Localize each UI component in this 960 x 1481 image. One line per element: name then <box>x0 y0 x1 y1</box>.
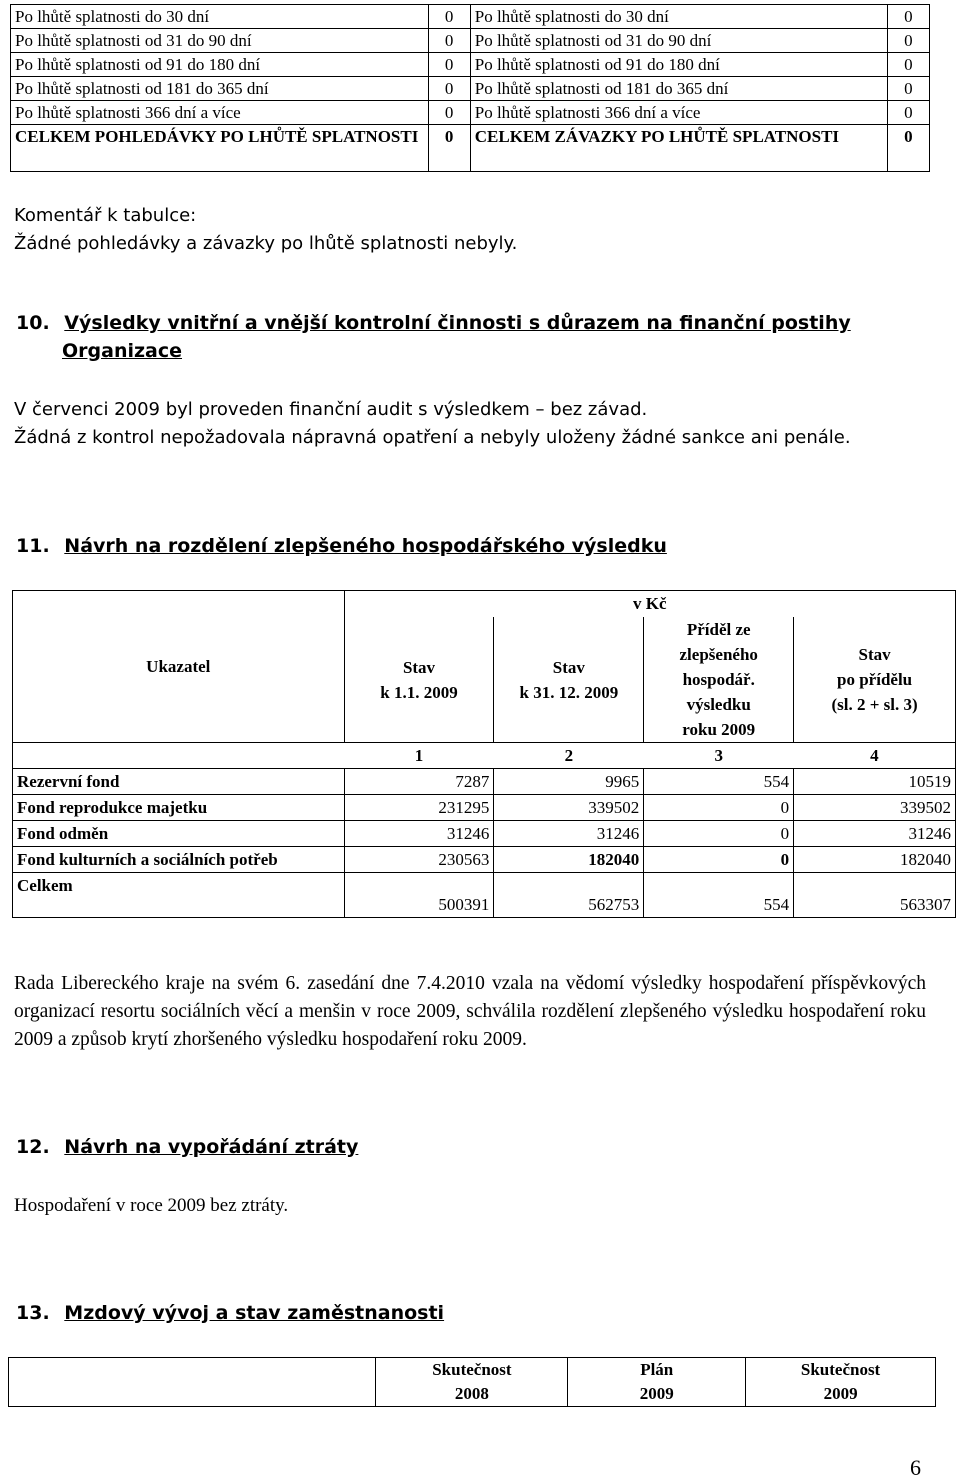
section-title: Mzdový vývoj a stav zaměstnanosti <box>64 1302 445 1324</box>
table-cell: 0 <box>887 5 929 29</box>
table-row <box>13 769 956 795</box>
table-cell: 9965 <box>494 769 644 795</box>
table-cell: 0 <box>428 53 470 77</box>
header-actual-2009 <box>746 1358 936 1407</box>
table-cell: Po lhůtě splatnosti od 91 do 180 dní <box>11 53 429 77</box>
table-cell: 0 <box>887 29 929 53</box>
page-number: 6 <box>910 1455 921 1480</box>
header-col2 <box>494 617 644 743</box>
table-row <box>13 821 956 847</box>
index-row <box>13 743 956 769</box>
header-text: zlepšeného <box>679 645 758 664</box>
header-plan-2009 <box>568 1358 746 1407</box>
table-cell: 0 <box>887 53 929 77</box>
overdue-table <box>10 4 930 172</box>
table-cell: Po lhůtě splatnosti od 181 do 365 dní <box>11 77 429 101</box>
header-col3 <box>644 617 794 743</box>
table-total-row <box>11 125 930 172</box>
table-cell: 182040 <box>494 847 644 873</box>
table-cell: Po lhůtě splatnosti od 31 do 90 dní <box>470 29 887 53</box>
table-cell: 7287 <box>344 769 494 795</box>
table-row <box>13 795 956 821</box>
row-name: Fond kulturních a sociálních potřeb <box>13 847 345 873</box>
table-cell: 0 <box>887 77 929 101</box>
table-cell: 562753 <box>494 873 644 918</box>
section-title: Organizace <box>62 340 183 362</box>
section-10-heading <box>16 312 916 334</box>
header-text: 2009 <box>639 1384 674 1403</box>
table-row <box>11 5 930 29</box>
table-cell: Po lhůtě splatnosti do 30 dní <box>470 5 887 29</box>
col-index: 4 <box>794 743 956 769</box>
table-cell: Po lhůtě splatnosti od 31 do 90 dní <box>11 29 429 53</box>
header-text: k 1.1. 2009 <box>380 682 458 702</box>
header-text: Skutečnost <box>432 1360 512 1379</box>
section-number: 12. <box>16 1136 50 1158</box>
currency-label: v Kč <box>344 591 955 618</box>
table-row <box>13 847 956 873</box>
section-title: Návrh na vypořádání ztráty <box>64 1136 359 1158</box>
header-text: Stav <box>552 657 585 677</box>
section-number: 13. <box>16 1302 50 1324</box>
paragraph: Žádná z kontrol nepožadovala nápravná opatření a nebyly uloženy žádné sankce ani penále. <box>14 427 851 448</box>
header-text: Stav <box>858 645 891 664</box>
section-13-heading <box>16 1302 444 1324</box>
header-ukazatel: Ukazatel <box>13 591 345 743</box>
table-cell: 182040 <box>794 847 956 873</box>
header-col1 <box>344 617 494 743</box>
table-cell: 339502 <box>494 795 644 821</box>
table-cell: 0 <box>428 29 470 53</box>
table-cell: 0 <box>428 101 470 125</box>
table-cell: 0 <box>428 77 470 101</box>
table-row <box>11 101 930 125</box>
section-12-heading <box>16 1136 358 1158</box>
table-cell: 500391 <box>344 873 494 918</box>
table-cell: CELKEM POHLEDÁVKY PO LHŮTĚ SPLATNOSTI <box>11 125 429 172</box>
table-cell: CELKEM ZÁVAZKY PO LHŮTĚ SPLATNOSTI <box>470 125 887 172</box>
wages-table <box>8 1357 936 1407</box>
header-text: k 31. 12. 2009 <box>519 682 619 702</box>
table-cell: Po lhůtě splatnosti od 91 do 180 dní <box>470 53 887 77</box>
header-text: 2008 <box>454 1384 489 1403</box>
header-text: (sl. 2 + sl. 3) <box>831 695 918 714</box>
header-text: hospodář. <box>682 670 755 689</box>
table-cell: 563307 <box>794 873 956 918</box>
table-cell: 31246 <box>344 821 494 847</box>
header-text: Skutečnost <box>800 1360 881 1379</box>
table-cell: 554 <box>644 769 794 795</box>
table-cell: 0 <box>887 101 929 125</box>
table-cell: Po lhůtě splatnosti do 30 dní <box>11 5 429 29</box>
table-cell: 554 <box>644 873 794 918</box>
section-10-heading-line2 <box>62 340 182 362</box>
header-actual-2008 <box>376 1358 568 1407</box>
header-text: Plán <box>640 1360 674 1379</box>
col-index: 3 <box>644 743 794 769</box>
comment-label: Komentář k tabulce: <box>14 205 197 226</box>
comment-text: Žádné pohledávky a závazky po lhůtě splatnosti nebyly. <box>14 233 518 254</box>
header-text: Stav <box>402 657 436 677</box>
table-cell: 0 <box>644 847 794 873</box>
table-cell: 31246 <box>794 821 956 847</box>
header-text: 2009 <box>823 1384 858 1403</box>
header-text: Příděl ze <box>686 620 751 639</box>
table-cell: 31246 <box>494 821 644 847</box>
section-title: Výsledky vnitřní a vnější kontrolní činnosti s důrazem na finanční postihy <box>64 312 851 334</box>
section-number: 11. <box>16 535 50 557</box>
section-11-heading <box>16 535 667 557</box>
paragraph: V červenci 2009 byl proveden finanční audit s výsledkem – bez závad. <box>14 399 648 420</box>
row-name: Fond odměn <box>13 821 345 847</box>
col-index: 2 <box>494 743 644 769</box>
header-text: výsledku <box>686 695 751 714</box>
table-cell: 10519 <box>794 769 956 795</box>
col-index: 1 <box>344 743 494 769</box>
table-cell: Po lhůtě splatnosti 366 dní a více <box>470 101 887 125</box>
result-distribution-table <box>12 590 956 918</box>
table-cell: 0 <box>644 795 794 821</box>
table-cell <box>9 1358 376 1407</box>
table-cell: Po lhůtě splatnosti 366 dní a více <box>11 101 429 125</box>
table-row <box>11 77 930 101</box>
row-name: Rezervní fond <box>13 769 345 795</box>
table-cell: 0 <box>887 125 929 172</box>
row-name: Fond reprodukce majetku <box>13 795 345 821</box>
table-cell: 231295 <box>344 795 494 821</box>
council-paragraph: Rada Libereckého kraje na svém 6. zasedání dne 7.4.2010 vzala na vědomí výsledky hospodaření příspěvkových organizací resortu sociálních věcí a menšin v roce 2009, schválila rozdělení zlepšeného výsledku hospodaření roku 2009 a způsob krytí zhoršeného výsledku hospodaření roku 2009. <box>14 973 926 1050</box>
header-text: roku 2009 <box>682 720 756 739</box>
paragraph: Hospodaření v roce 2009 bez ztráty. <box>14 1195 289 1216</box>
row-name: Celkem <box>13 873 345 918</box>
header-text: po přídělu <box>837 670 913 689</box>
table-header-row <box>9 1358 936 1407</box>
table-total-row <box>13 873 956 918</box>
table-row <box>11 29 930 53</box>
section-title: Návrh na rozdělení zlepšeného hospodářského výsledku <box>64 535 667 557</box>
table-cell: 0 <box>644 821 794 847</box>
table-row <box>11 53 930 77</box>
table-cell: 230563 <box>344 847 494 873</box>
section-number: 10. <box>16 312 50 334</box>
table-cell: 339502 <box>794 795 956 821</box>
table-cell: Po lhůtě splatnosti od 181 do 365 dní <box>470 77 887 101</box>
table-cell: 0 <box>428 125 470 172</box>
table-cell: 0 <box>428 5 470 29</box>
header-col4 <box>794 617 956 743</box>
